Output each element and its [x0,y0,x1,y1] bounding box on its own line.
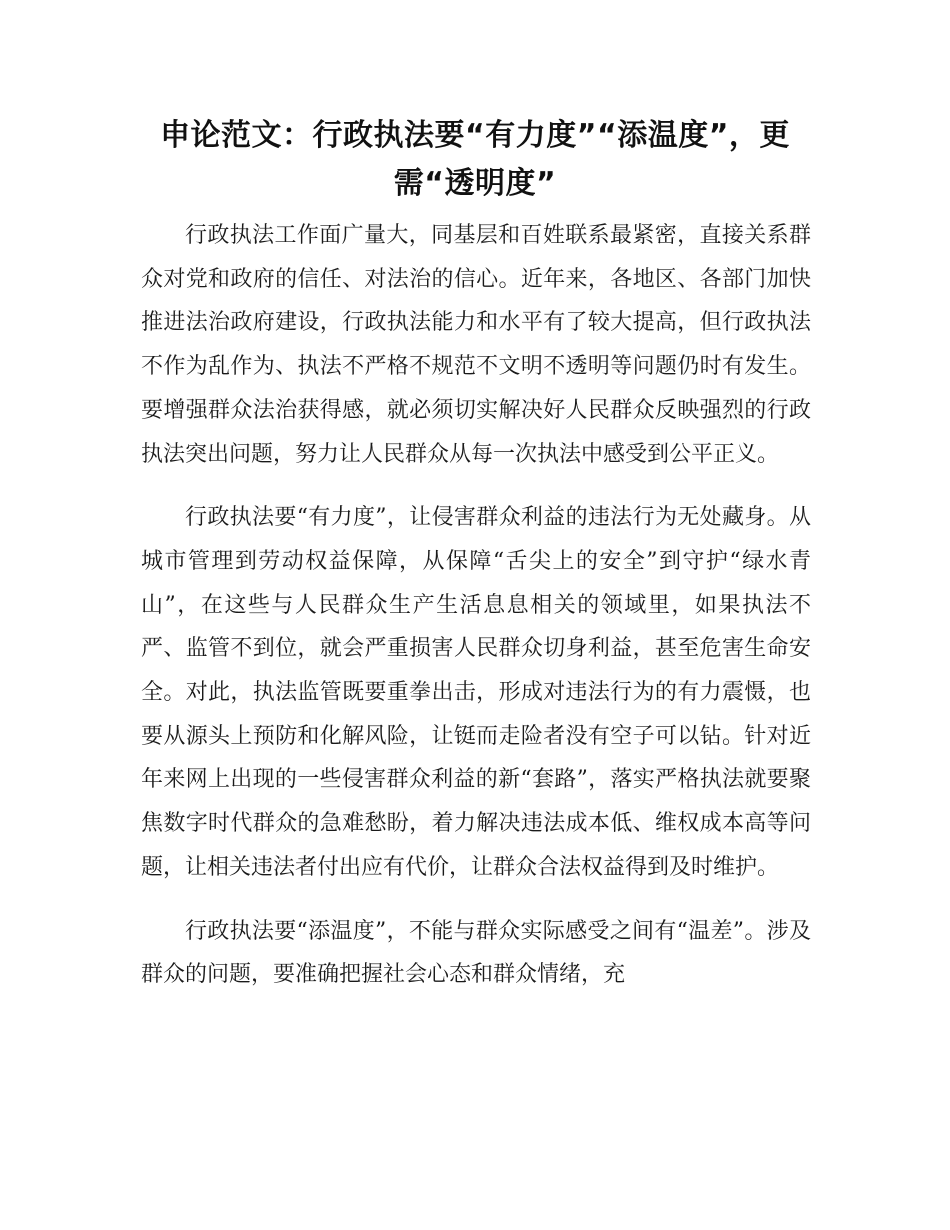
document-body [141,214,811,1017]
paragraph-3: 行政执法要“添温度”，不能与群众实际感受之间有“温差”。涉及群众的问题，要准确把握社会心态和群众情绪，充 [141,918,811,988]
document-title: 申论范文：行政执法要“有力度”“添温度”，更需“透明度” [160,118,790,201]
paragraph-2: 行政执法要“有力度”，让侵害群众利益的违法行为无处藏身。从城市管理到劳动权益保障，从保障“舌尖上的安全”到守护“绿水青山”，在这些与人民群众生产生活息息相关的领域里，如果执法不严、监管不到位，就会严重损害人民群众切身利益，甚至危害生命安全。对此，执法监管既要重拳出击，形成对违法行为的有力震慑，也要从源头上预防和化解风险，让铤而走险者没有空子可以钻。针对近年来网上出现的一些侵害群众利益的新“套路”，落实严格执法就要聚焦数字时代群众的急难愁盼，着力解决违法成本低、维权成本高等问题，让相关违法者付出应有代价，让群众合法权益得到及时维护。 [141,505,811,880]
paragraph-1: 行政执法工作面广量大，同基层和百姓联系最紧密，直接关系群众对党和政府的信任、对法治的信心。近年来，各地区、各部门加快推进法治政府建设，行政执法能力和水平有了较大提高，但行政执法不作为乱作为、执法不严格不规范不文明不透明等问题仍时有发生。要增强群众法治获得感，就必须切实解决好人民群众反映强烈的行政执法突出问题，努力让人民群众从每一次执法中感受到公平正义。 [141,223,811,467]
